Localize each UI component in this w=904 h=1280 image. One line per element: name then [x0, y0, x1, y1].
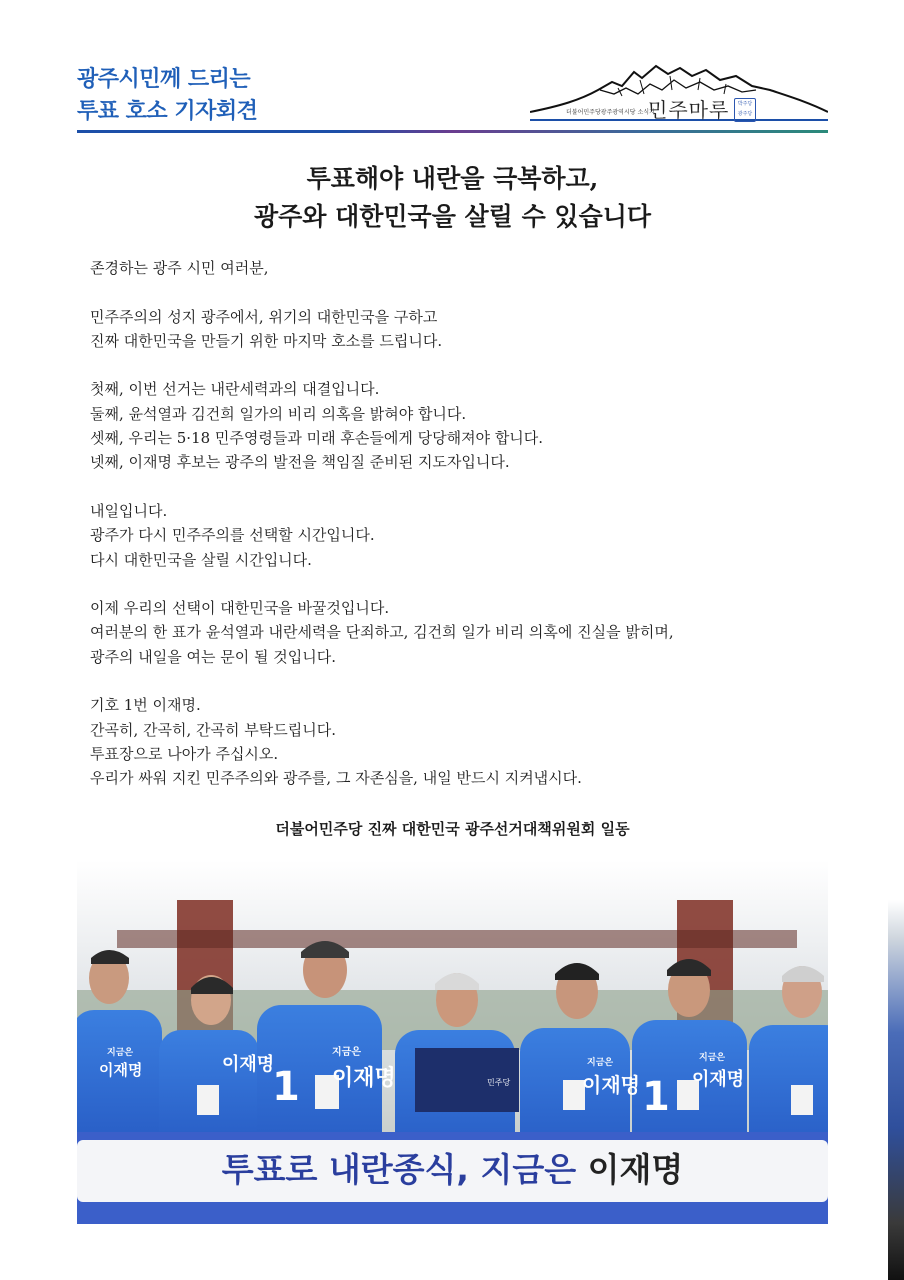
paragraph-greeting: [90, 256, 820, 280]
banner-slogan-main: 투표로 내란종식, 지금은: [221, 1150, 588, 1189]
text-line: 이제 우리의 선택이 대한민국을 바꿀것입니다.: [90, 599, 390, 618]
text-line: 첫째, 이번 선거는 내란세력과의 대결입니다.: [90, 380, 380, 399]
banner-slogan: [77, 1144, 828, 1191]
headline-line1: 투표해야 내란을 극복하고,: [306, 164, 599, 193]
paragraph-appeal: [90, 693, 820, 790]
vest-text-small: 지금은: [107, 1048, 134, 1058]
logo-name: 민주마루: [648, 98, 730, 122]
vest-text-small: 지금은: [332, 1047, 361, 1058]
vest-text-small: 지금은: [699, 1053, 726, 1063]
paragraph-intro: [90, 305, 820, 354]
header-title: [77, 64, 257, 128]
logo-seal-line2: 광주당: [737, 111, 753, 117]
vest-text-big: 이재명: [99, 1061, 143, 1079]
text-line: 투표장으로 나아가 주십시오.: [90, 744, 279, 763]
header-title-line1: 광주시민께 드리는: [77, 67, 251, 92]
statement-body: [90, 256, 820, 815]
signature: 더불어민주당 진짜 대한민국 광주선거대책위원회 일동: [275, 820, 630, 838]
text-line: 간곡히, 간곡히, 간곡히 부탁드립니다.: [90, 720, 336, 739]
folder-label: 민주당: [487, 1078, 511, 1087]
text-line: 우리가 싸워 지킨 민주주의와 광주를, 그 자존심을, 내일 반드시 지켜냅시다.: [90, 769, 582, 788]
vest-text-small: 지금은: [587, 1058, 614, 1068]
vest-text-big: 이재명: [582, 1073, 640, 1097]
text-line: 넷째, 이재명 후보는 광주의 발전을 책임질 준비된 지도자입니다.: [90, 453, 510, 472]
logo-caption: 더불어민주당광주광역시당 소식지: [566, 109, 655, 116]
text-line: 존경하는 광주 시민 여러분,: [90, 259, 269, 277]
text-line: 민주주의의 성지 광주에서, 위기의 대한민국을 구하고: [90, 307, 438, 326]
paragraph-choice: [90, 596, 820, 669]
vest-number: 1: [642, 1074, 670, 1120]
text-line: 여러분의 한 표가 윤석열과 내란세력을 단죄하고, 김건희 일가 비리 의혹에 진실을 밝히며,: [90, 623, 674, 642]
newsletter-logo: [530, 60, 828, 124]
banner-slogan-accent: 이재명: [587, 1150, 684, 1189]
logo-seal-line1: 박주당: [737, 101, 753, 107]
text-line: 내일입니다.: [90, 501, 168, 520]
header-divider: [77, 130, 828, 133]
vest-number: 1: [272, 1064, 300, 1110]
vest-text-big: 이재명: [332, 1066, 396, 1091]
press-conference-photo: [77, 860, 828, 1224]
paragraph-tomorrow: [90, 499, 820, 572]
text-line: 진짜 대한민국을 만들기 위한 마지막 호소를 드립니다.: [90, 331, 443, 350]
adjacent-page-edge: [888, 900, 904, 1280]
logo-seal: [734, 98, 756, 122]
text-line: 다시 대한민국을 살릴 시간입니다.: [90, 550, 312, 569]
paragraph-points: [90, 377, 820, 474]
text-line: 기호 1번 이재명.: [90, 696, 201, 715]
vest-text-big: 이재명: [692, 1069, 745, 1090]
vest-text-big: 이재명: [222, 1054, 275, 1075]
headline-line2: 광주와 대한민국을 살릴 수 있습니다: [253, 202, 652, 231]
headline: [77, 160, 828, 236]
text-line: 둘째, 윤석열과 김건희 일가의 비리 의혹을 밝혀야 합니다.: [90, 404, 467, 423]
text-line: 광주가 다시 민주주의를 선택할 시간입니다.: [90, 526, 375, 545]
text-line: 셋째, 우리는 5·18 민주영령들과 미래 후손들에게 당당해져야 합니다.: [90, 429, 544, 448]
text-line: 광주의 내일을 여는 문이 될 것입니다.: [90, 647, 336, 666]
header-title-line2: 투표 호소 기자회견: [77, 99, 258, 124]
